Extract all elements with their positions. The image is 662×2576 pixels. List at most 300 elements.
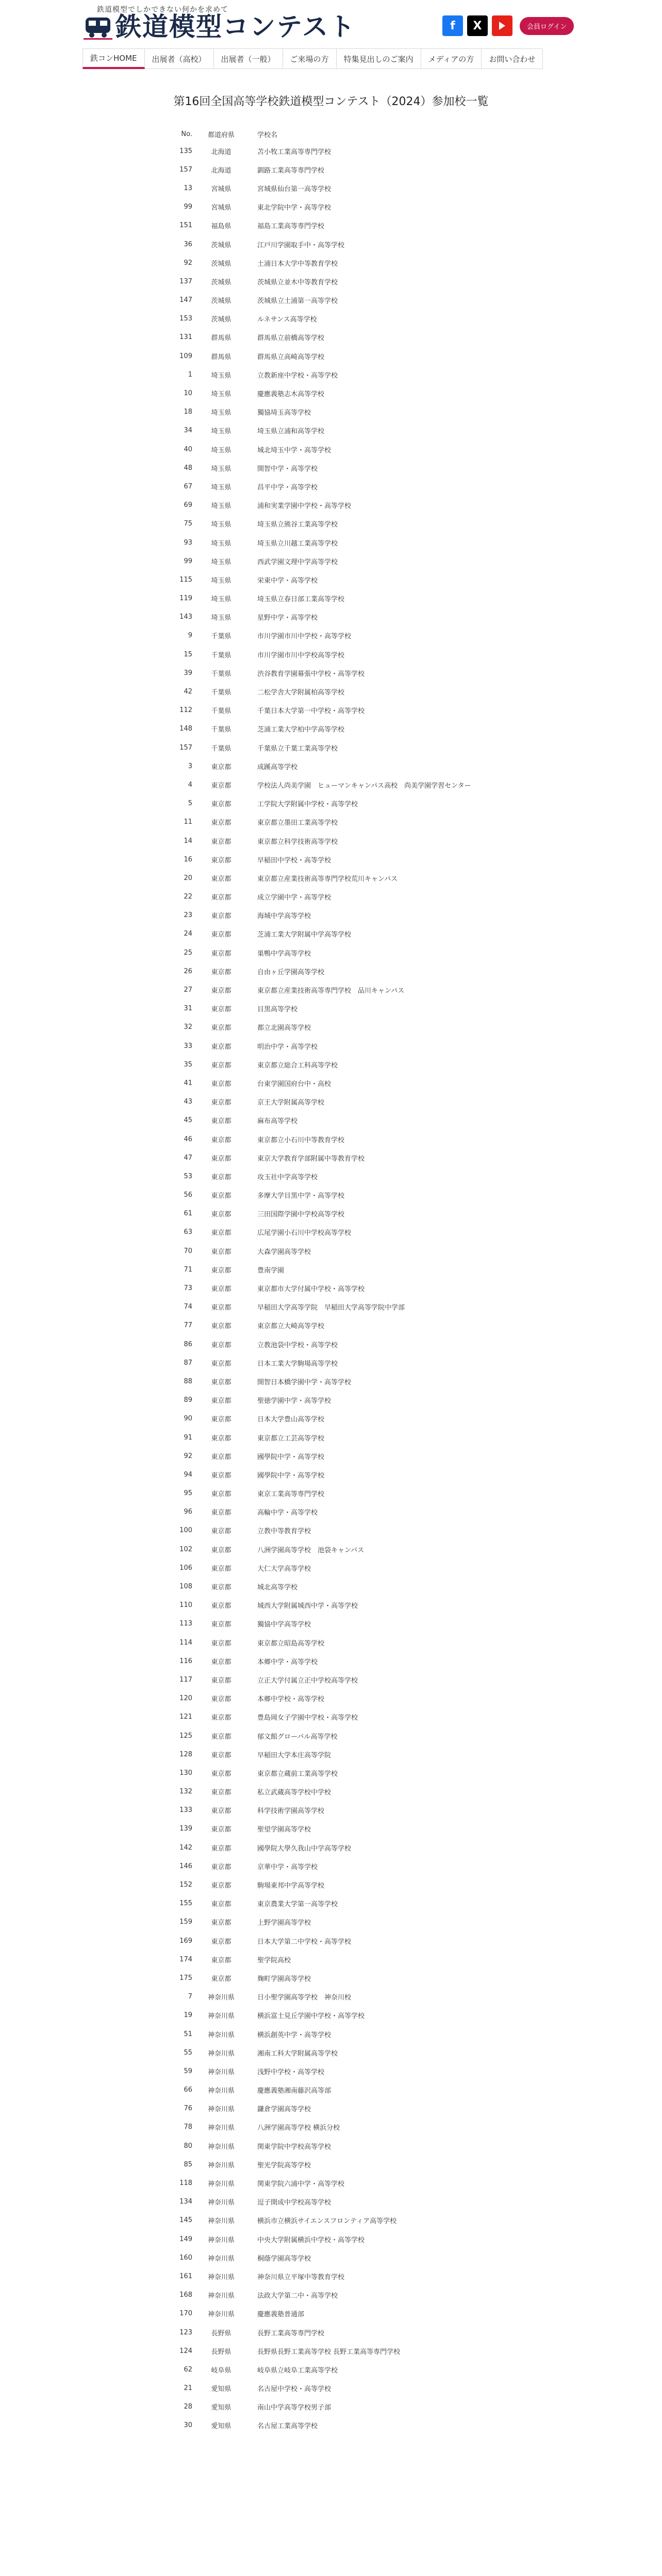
table-row — [161, 869, 502, 887]
table-row — [161, 2118, 502, 2137]
prefecture: 東京都 — [211, 912, 231, 921]
entry-number: 153 — [179, 315, 192, 323]
school-name: 東京都立昭島高等学校 — [257, 1639, 325, 1648]
table-row — [161, 1447, 502, 1465]
school-name: 芝浦工業大学柏中学高等学校 — [257, 726, 345, 734]
table-row — [161, 794, 502, 813]
prefecture: 埼玉県 — [211, 446, 231, 454]
table-row — [161, 1372, 502, 1391]
table-row — [161, 1279, 502, 1297]
table-row — [161, 943, 502, 962]
school-name: 城西大学附属城西中学・高等学校 — [257, 1602, 358, 1611]
prefecture: 東京都 — [211, 1751, 231, 1759]
prefecture: 愛知県 — [211, 2422, 231, 2431]
school-name: 東京大学教育学部附属中等教育学校 — [257, 1155, 365, 1163]
prefecture: 東京都 — [211, 950, 231, 958]
entry-number: 137 — [179, 277, 192, 285]
prefecture: 千葉県 — [211, 707, 231, 716]
table-row — [161, 1783, 502, 1801]
table-row — [161, 552, 502, 570]
entry-number: 7 — [188, 1993, 192, 2001]
prefecture: 東京都 — [211, 931, 231, 939]
school-name: 麹町学園高等学校 — [257, 1975, 311, 1983]
entry-number: 69 — [184, 501, 192, 510]
school-name: 逗子開成中学校高等学校 — [257, 2199, 332, 2207]
school-name: 豊南学園 — [257, 1266, 285, 1275]
entry-number: 1 — [188, 370, 192, 379]
table-row — [161, 701, 502, 720]
school-name: 早稲田大学高等学院 早稲田大学高等学院中学部 — [257, 1304, 405, 1312]
school-name: 長野工業高等専門学校 — [257, 2329, 325, 2337]
table-row — [161, 1335, 502, 1353]
school-name: 日本大学豊山高等学校 — [257, 1416, 325, 1424]
table-row — [161, 2360, 502, 2379]
entry-number: 155 — [179, 1900, 192, 1908]
table-row — [161, 1503, 502, 1521]
school-name: 巣鴨中学高等学校 — [257, 950, 311, 958]
school-name: 東京都立科学技術高等学校 — [257, 838, 338, 846]
entry-number: 131 — [179, 333, 192, 342]
school-name: 桐蔭学園高等学校 — [257, 2255, 311, 2263]
school-name: 長野県長野工業高等学校 長野工業高等専門学校 — [257, 2348, 401, 2356]
prefecture: 神奈川県 — [207, 2124, 235, 2132]
school-name: 三田国際学園中学校高等学校 — [257, 1211, 345, 1219]
table-row — [161, 999, 502, 1018]
prefecture: 千葉県 — [211, 689, 231, 697]
school-name: 東京都市大学付属中学校・高等学校 — [257, 1285, 365, 1294]
school-name: 慶應義塾志木高等学校 — [257, 391, 325, 399]
school-name: 神奈川県立平塚中等教育学校 — [257, 2273, 345, 2281]
entry-number: 62 — [184, 2365, 192, 2374]
entry-number: 18 — [184, 408, 192, 416]
school-name: 東京都立大崎高等学校 — [257, 1323, 325, 1331]
entry-number: 116 — [179, 1657, 192, 1665]
entry-number: 148 — [179, 725, 192, 733]
entry-number: 24 — [184, 930, 192, 938]
school-name: 開智日本橋学園中学・高等学校 — [257, 1378, 352, 1386]
prefecture: 東京都 — [211, 1714, 231, 1722]
prefecture: 東京都 — [211, 1639, 231, 1648]
table-row — [161, 477, 502, 496]
school-name: 攻玉社中学高等学校 — [257, 1173, 318, 1181]
table-row — [161, 1745, 502, 1764]
school-name: 群馬県立前橋高等学校 — [257, 334, 325, 343]
entry-number: 102 — [179, 1545, 192, 1553]
school-name: 芝浦工業大学附属中学高等学校 — [257, 931, 352, 939]
school-name: 市川学園市川中学校・高等学校 — [257, 633, 352, 641]
entry-number: 117 — [179, 1675, 192, 1684]
school-name: 群馬県立高崎高等学校 — [257, 353, 325, 361]
table-row — [161, 440, 502, 459]
table-row — [161, 1764, 502, 1782]
entry-number: 108 — [179, 1583, 192, 1591]
prefecture: 北海道 — [211, 166, 231, 175]
table-row — [161, 1652, 502, 1670]
prefecture: 東京都 — [211, 1248, 231, 1256]
school-name: 千葉日本大学第一中学校・高等学校 — [257, 707, 365, 716]
entry-number: 175 — [179, 1974, 192, 1982]
prefecture: 愛知県 — [211, 2404, 231, 2412]
school-name: 工学院大学附属中学校・高等学校 — [257, 801, 358, 809]
school-name: 名古屋中学校・高等学校 — [257, 2385, 332, 2394]
prefecture: 神奈川県 — [207, 2199, 235, 2207]
prefecture: 埼玉県 — [211, 539, 231, 548]
school-name: 台東学園国府台中・高校 — [257, 1080, 332, 1088]
nav-special[interactable]: 特集見出しのご案内 — [337, 48, 421, 69]
entry-number: 46 — [184, 1135, 192, 1143]
table-row — [161, 459, 502, 477]
entry-number: 118 — [179, 2179, 192, 2188]
table-row — [161, 1205, 502, 1223]
entry-number: 123 — [179, 2328, 192, 2336]
entry-number: 39 — [184, 669, 192, 677]
table-row — [161, 253, 502, 272]
prefecture: 東京都 — [211, 1882, 231, 1890]
prefecture: 東京都 — [211, 1471, 231, 1480]
school-name: 早稲田中学校・高等学校 — [257, 856, 332, 865]
table-row — [161, 2267, 502, 2285]
entry-number: 115 — [179, 575, 192, 584]
table-row — [161, 906, 502, 925]
entry-number: 142 — [179, 1843, 192, 1852]
entry-number: 151 — [179, 222, 192, 230]
entry-number: 63 — [184, 1228, 192, 1236]
entry-number: 168 — [179, 2291, 192, 2299]
entry-number: 92 — [184, 259, 192, 267]
prefecture: 埼玉県 — [211, 391, 231, 399]
table-row — [161, 626, 502, 645]
entry-number: 120 — [179, 1694, 192, 1703]
prefecture: 東京都 — [211, 1956, 231, 1964]
prefecture: 東京都 — [211, 1602, 231, 1611]
entry-number: 135 — [179, 147, 192, 155]
school-name: 東京都立産業技術高等専門学校 品川キャンパス — [257, 987, 405, 995]
prefecture: 東京都 — [211, 1080, 231, 1088]
table-row — [161, 310, 502, 328]
prefecture: 東京都 — [211, 1173, 231, 1181]
entry-number: 25 — [184, 948, 192, 957]
table-row — [161, 2099, 502, 2118]
school-name: 成蹊高等学校 — [257, 763, 298, 771]
prefecture: 東京都 — [211, 801, 231, 809]
prefecture: 埼玉県 — [211, 465, 231, 473]
school-name: 海城中学高等学校 — [257, 912, 311, 921]
entry-number: 21 — [184, 2384, 192, 2393]
table-row — [161, 384, 502, 402]
entry-number: 119 — [179, 595, 192, 603]
prefecture: 東京都 — [211, 1584, 231, 1592]
prefecture: 東京都 — [211, 763, 231, 771]
table-row — [161, 775, 502, 794]
prefecture: 東京都 — [211, 1117, 231, 1126]
table-row — [161, 1633, 502, 1652]
entry-number: 157 — [179, 743, 192, 752]
school-name: 郁文館グローバル高等学校 — [257, 1733, 338, 1741]
table-row — [161, 813, 502, 832]
entry-number: 93 — [184, 538, 192, 547]
table-row — [161, 1074, 502, 1092]
table-row — [161, 1708, 502, 1726]
school-name: 福島工業高等専門学校 — [257, 223, 325, 231]
school-name: 浅野中学校・高等学校 — [257, 2068, 325, 2076]
table-row — [161, 2006, 502, 2025]
prefecture: 群馬県 — [211, 353, 231, 361]
entry-number: 161 — [179, 2272, 192, 2280]
prefecture: 埼玉県 — [211, 502, 231, 511]
table-row — [161, 160, 502, 179]
table-row — [161, 365, 502, 384]
school-name: 聖望学園高等学校 — [257, 1826, 311, 1834]
prefecture: 東京都 — [211, 1099, 231, 1107]
school-name: 自由ヶ丘学園高等学校 — [257, 968, 325, 976]
school-name: 東京都立墨田工業高等学校 — [257, 819, 338, 827]
table-row — [161, 2025, 502, 2043]
table-row — [161, 1689, 502, 1708]
school-name: 成立学園中学・高等学校 — [257, 894, 332, 902]
prefecture: 東京都 — [211, 1546, 231, 1554]
prefecture: 東京都 — [211, 1285, 231, 1294]
prefecture: 埼玉県 — [211, 483, 231, 492]
school-name: 八洲学園高等学校 横浜分校 — [257, 2124, 340, 2132]
table-row — [161, 2081, 502, 2099]
prefecture: 東京都 — [211, 1397, 231, 1405]
prefecture: 東京都 — [211, 1024, 231, 1032]
prefecture: 東京都 — [211, 1434, 231, 1443]
prefecture: 神奈川県 — [207, 2292, 235, 2300]
table-row — [161, 2379, 502, 2398]
prefecture: 東京都 — [211, 894, 231, 902]
table-row — [161, 980, 502, 999]
entry-number: 53 — [184, 1172, 192, 1180]
entry-number: 22 — [184, 893, 192, 901]
table-row — [161, 2043, 502, 2062]
entry-number: 91 — [184, 1433, 192, 1442]
prefecture: 東京都 — [211, 1453, 231, 1461]
school-name: 獨協埼玉高等学校 — [257, 409, 311, 417]
entry-number: 124 — [179, 2347, 192, 2355]
school-name: 聖学院高校 — [257, 1956, 291, 1964]
prefecture: 東京都 — [211, 1919, 231, 1927]
entry-number: 32 — [184, 1023, 192, 1031]
entry-number: 42 — [184, 688, 192, 696]
prefecture: 東京都 — [211, 1378, 231, 1386]
table-row — [161, 1577, 502, 1596]
prefecture: 長野県 — [211, 2329, 231, 2337]
entry-number: 47 — [184, 1154, 192, 1162]
school-name: 宮城県仙台第一高等学校 — [257, 185, 332, 193]
nav-visitors[interactable]: ご来場の方 — [283, 48, 337, 69]
table-row — [161, 1838, 502, 1857]
table-row — [161, 515, 502, 533]
prefecture: 東京都 — [211, 1211, 231, 1219]
table-row — [161, 1820, 502, 1838]
prefecture: 千葉県 — [211, 744, 231, 753]
entry-number: 113 — [179, 1620, 192, 1628]
table-row — [161, 1428, 502, 1447]
prefecture: 東京都 — [211, 968, 231, 976]
table-row — [161, 1521, 502, 1540]
school-name: 東京工業高等専門学校 — [257, 1490, 325, 1499]
school-name: 江戸川学園取手中・高等学校 — [257, 241, 345, 249]
table-row — [161, 850, 502, 869]
prefecture: 神奈川県 — [207, 2012, 235, 2021]
table-row — [161, 179, 502, 197]
table-row — [161, 682, 502, 701]
table-row — [161, 1167, 502, 1185]
table-row — [161, 1353, 502, 1372]
prefecture: 埼玉県 — [211, 558, 231, 566]
page-title: 第16回全国高等学校鉄道模型コンテスト（2024）参加校一覧 — [173, 95, 489, 108]
prefecture: 東京都 — [211, 987, 231, 995]
table-row — [161, 1130, 502, 1148]
entry-number: 33 — [184, 1042, 192, 1050]
school-name: 苫小牧工業高等専門学校 — [257, 148, 332, 156]
school-name: 都立北園高等学校 — [257, 1024, 311, 1032]
entry-number: 146 — [179, 1862, 192, 1870]
table-row — [161, 888, 502, 906]
school-name: 城北高等学校 — [257, 1584, 298, 1592]
table-row — [161, 328, 502, 347]
prefecture: 東京都 — [211, 1229, 231, 1238]
table-row — [161, 1950, 502, 1969]
main-nav — [0, 43, 662, 70]
table-row — [161, 1223, 502, 1242]
table-row — [161, 2193, 502, 2211]
school-name: 東京都立産業技術高等専門学校荒川キャンパス — [257, 875, 398, 883]
table-row — [161, 2211, 502, 2230]
x-icon[interactable]: X — [467, 15, 488, 36]
tagline: 鉄道模型でしかできない何かを求めて — [97, 6, 228, 14]
site-logo[interactable] — [82, 2, 361, 44]
entry-number: 16 — [184, 855, 192, 863]
prefecture: 東京都 — [211, 1975, 231, 1983]
school-name: 早稲田大学本庄高等学院 — [257, 1751, 332, 1759]
prefecture: 宮城県 — [211, 204, 231, 212]
school-name: 慶應義塾湘南藤沢高等部 — [257, 2087, 332, 2095]
school-name: 横浜富士見丘学園中学校・高等学校 — [257, 2012, 365, 2021]
prefecture: 神奈川県 — [207, 2236, 235, 2244]
nav-media[interactable]: メディアの方 — [421, 48, 482, 69]
prefecture: 神奈川県 — [207, 2068, 235, 2076]
prefecture: 東京都 — [211, 782, 231, 790]
table-row — [161, 496, 502, 515]
prefecture: 茨城県 — [211, 278, 231, 286]
entry-number: 143 — [179, 613, 192, 621]
school-name: 東京農業大学第一高等学校 — [257, 1901, 338, 1909]
prefecture: 埼玉県 — [211, 577, 231, 585]
school-name: 浦和実業学園中学校・高等学校 — [257, 502, 352, 511]
entry-number: 13 — [184, 184, 192, 192]
youtube-icon[interactable] — [492, 15, 512, 36]
table-row — [161, 403, 502, 421]
school-name: 法政大学第二中・高等学校 — [257, 2292, 338, 2300]
table-row — [161, 1558, 502, 1577]
table-row — [161, 2323, 502, 2342]
table-row — [161, 1410, 502, 1428]
school-name: 広尾学園小石川中学校高等学校 — [257, 1229, 352, 1238]
table-row — [161, 1242, 502, 1260]
nav-exhibitor-highschool[interactable]: 出展者（高校） — [145, 48, 214, 69]
nav-exhibitor-general[interactable]: 出展者（一般） — [214, 48, 283, 69]
table-row — [161, 235, 502, 253]
entry-number: 88 — [184, 1377, 192, 1385]
prefecture: 千葉県 — [211, 651, 231, 659]
table-row — [161, 757, 502, 775]
prefecture: 東京都 — [211, 1192, 231, 1200]
entry-number: 67 — [184, 482, 192, 490]
table-row — [161, 1596, 502, 1615]
school-name: 二松学舎大学附属柏高等学校 — [257, 689, 345, 697]
prefecture: 神奈川県 — [207, 2143, 235, 2151]
school-name: 立教新座中学校・高等学校 — [257, 371, 338, 380]
prefecture: 東京都 — [211, 1360, 231, 1368]
entry-number: 147 — [179, 296, 192, 304]
member-login-button[interactable]: 会員ログイン — [520, 17, 574, 35]
prefecture: 茨城県 — [211, 260, 231, 268]
school-name: 日本工業大学駒場高等学校 — [257, 1360, 338, 1368]
entry-number: 34 — [184, 427, 192, 435]
table-row — [161, 1037, 502, 1055]
prefecture: 東京都 — [211, 1061, 231, 1070]
table-row — [161, 1465, 502, 1484]
table-row — [161, 2398, 502, 2416]
table-row — [161, 198, 502, 216]
table-row — [161, 925, 502, 943]
school-name: 渋谷教育学園幕張中学校・高等学校 — [257, 670, 365, 678]
nav-home[interactable]: 鉄コンHOME — [82, 48, 145, 69]
table-row — [161, 608, 502, 626]
table-row — [161, 533, 502, 552]
entry-number: 149 — [179, 2235, 192, 2243]
school-name: 日本大学第二中学校・高等学校 — [257, 1938, 352, 1946]
school-name: 國學院中学・高等学校 — [257, 1471, 325, 1480]
school-name: 城北埼玉中学・高等学校 — [257, 446, 332, 454]
prefecture: 東京都 — [211, 1733, 231, 1741]
column-header-school: 学校名 — [257, 131, 278, 139]
prefecture: 東京都 — [211, 819, 231, 827]
prefecture: 東京都 — [211, 1565, 231, 1573]
school-name: 東京都立総合工科高等学校 — [257, 1061, 338, 1070]
prefecture: 東京都 — [211, 1676, 231, 1685]
entry-number: 71 — [184, 1265, 192, 1274]
school-name: 茨城県立並木中等教育学校 — [257, 278, 338, 286]
entry-number: 15 — [184, 650, 192, 658]
prefecture: 長野県 — [211, 2348, 231, 2356]
entry-number: 40 — [184, 445, 192, 453]
prefecture: 東京都 — [211, 1006, 231, 1014]
logo-text: 鉄道模型コンテスト — [115, 12, 356, 42]
school-name: 大森学園高等学校 — [257, 1248, 311, 1256]
prefecture: 岐阜県 — [211, 2366, 231, 2375]
prefecture: 神奈川県 — [207, 2031, 235, 2039]
entry-number: 61 — [184, 1210, 192, 1218]
school-name: 本郷中学校・高等学校 — [257, 1696, 325, 1704]
entry-number: 134 — [179, 2198, 192, 2206]
school-name: 東京都立蔵前工業高等学校 — [257, 1770, 338, 1778]
entry-number: 74 — [184, 1303, 192, 1311]
table-row — [161, 1484, 502, 1503]
school-name: 八洲学園高等学校 池袋キャンパス — [257, 1546, 365, 1554]
entry-number: 23 — [184, 911, 192, 920]
school-name: 中央大学附属横浜中学校・高等学校 — [257, 2236, 365, 2244]
facebook-icon[interactable]: f — [442, 15, 463, 36]
table-row — [161, 832, 502, 850]
entry-number: 128 — [179, 1750, 192, 1758]
prefecture: 東京都 — [211, 1304, 231, 1312]
prefecture: 神奈川県 — [207, 2161, 235, 2170]
table-row — [161, 216, 502, 235]
nav-contact[interactable]: お問い合わせ — [482, 48, 543, 69]
